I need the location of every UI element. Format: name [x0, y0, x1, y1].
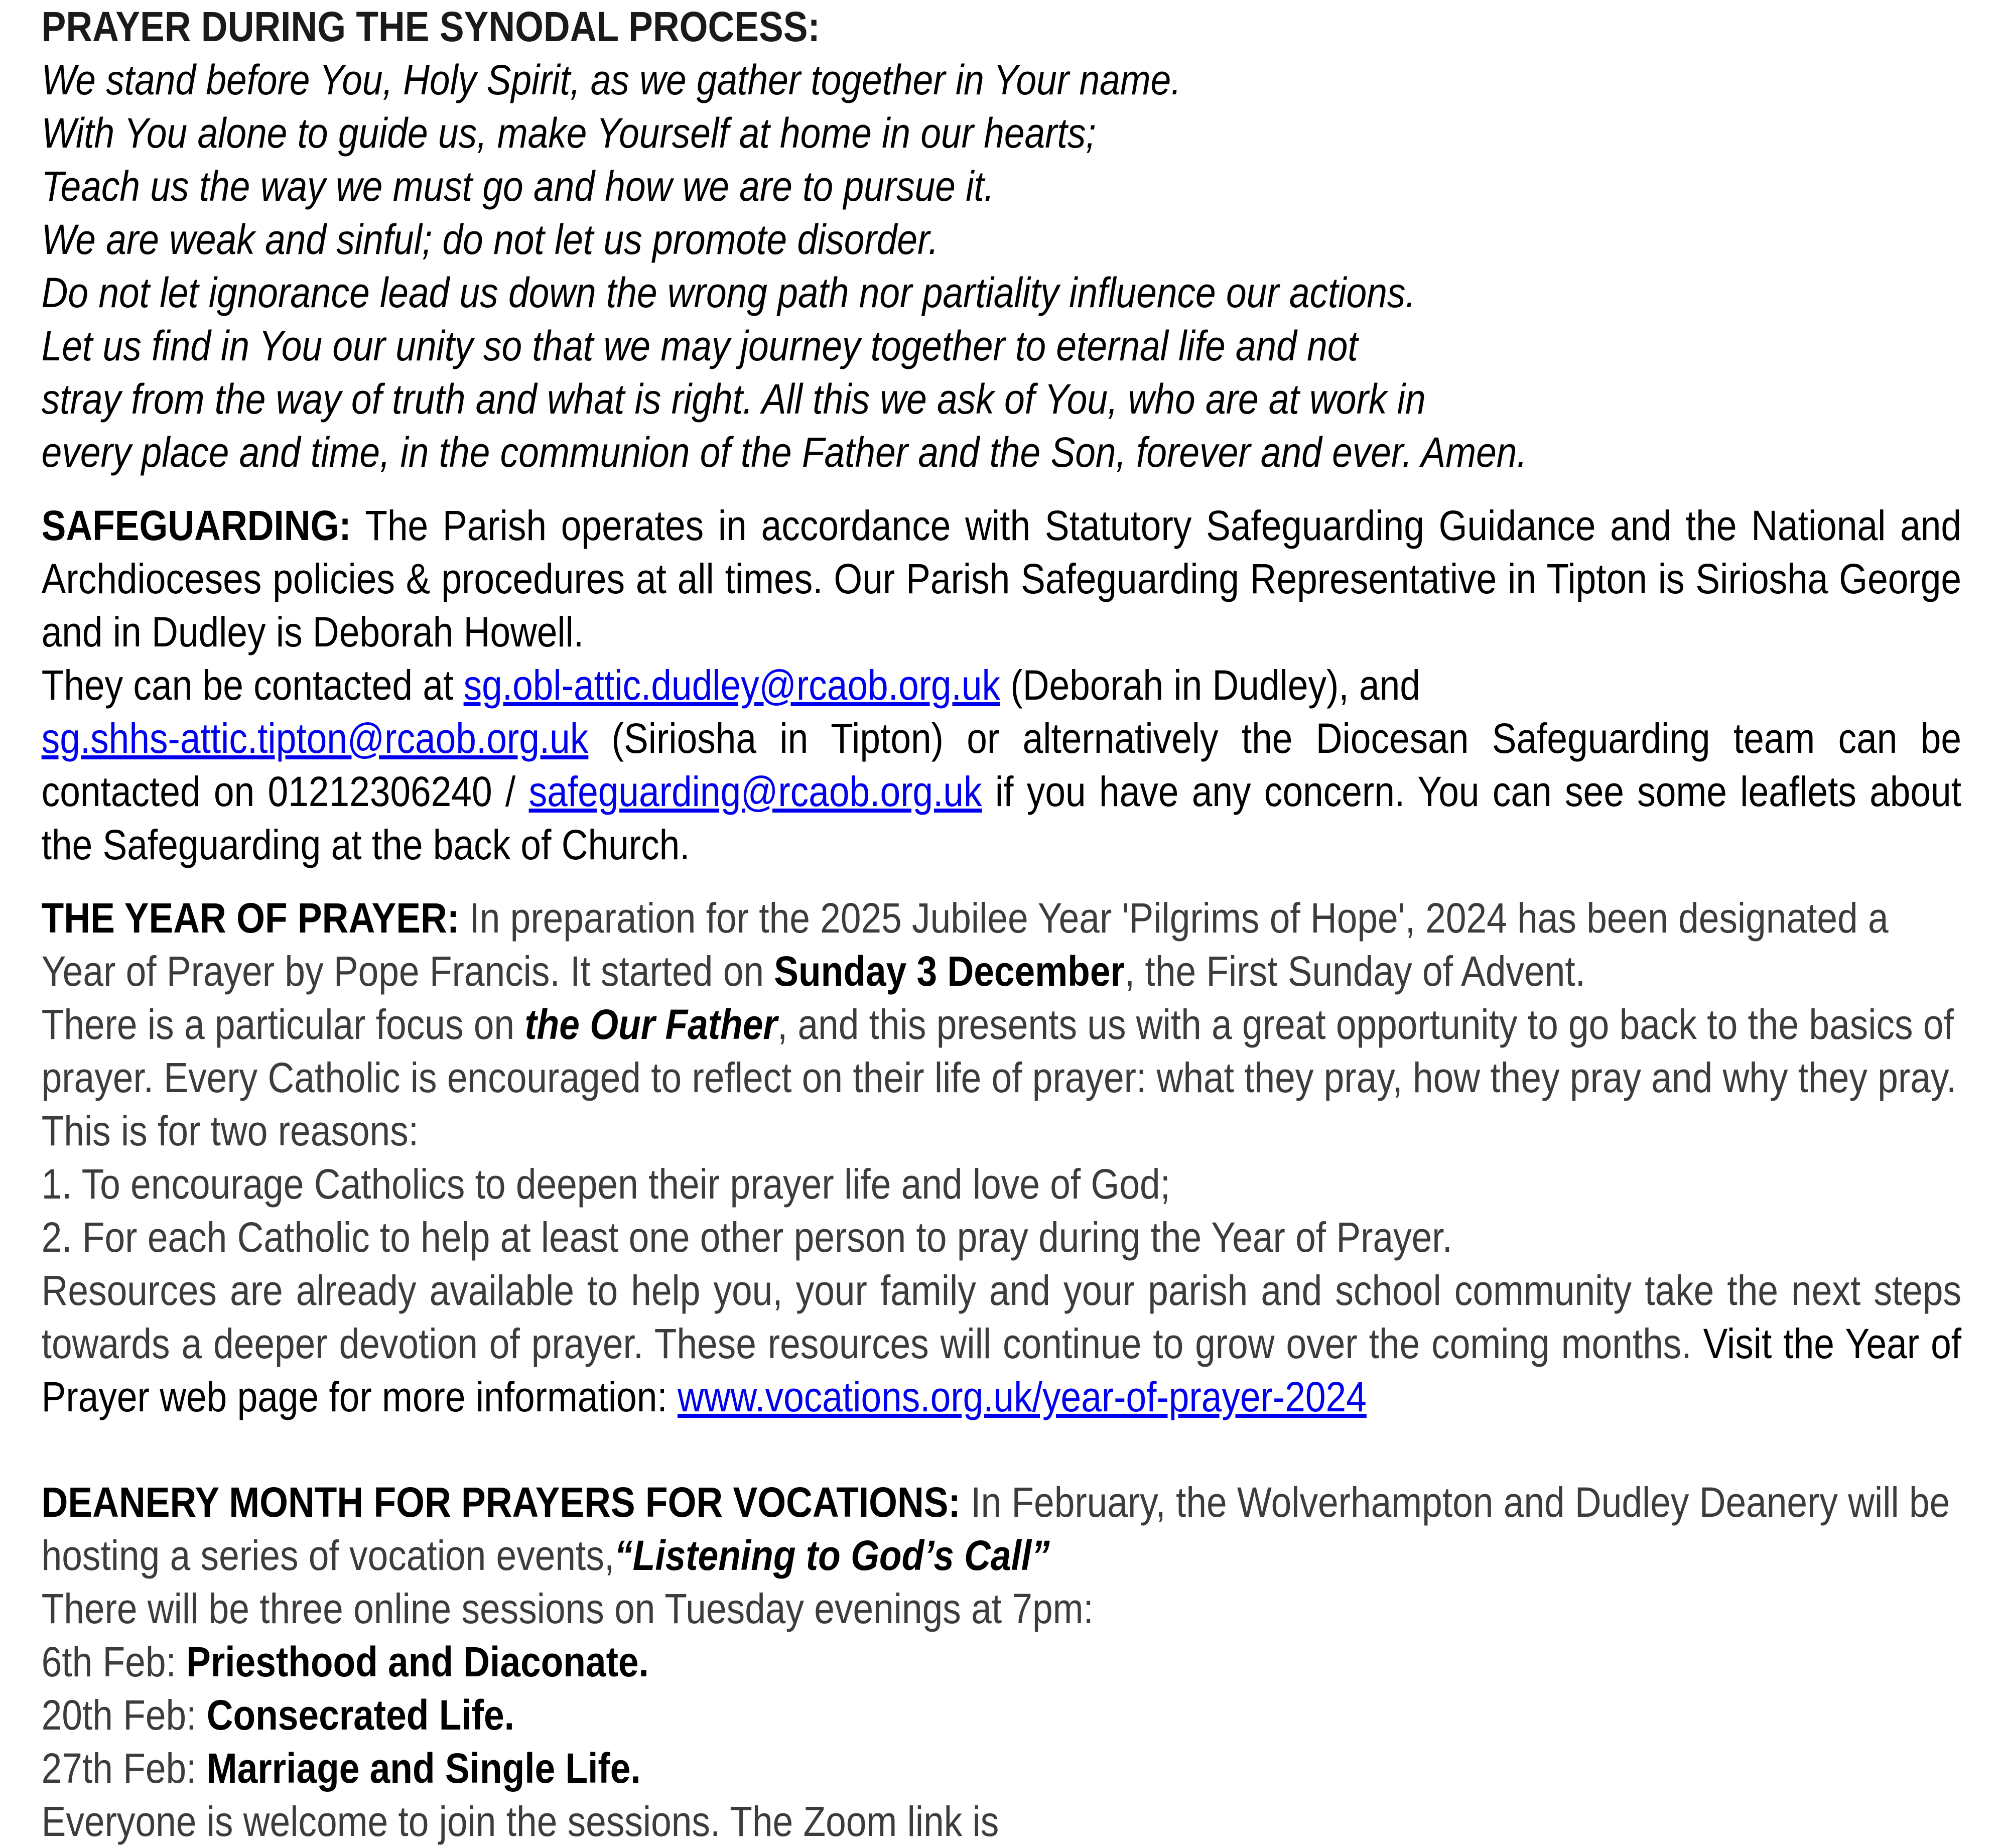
- year-of-prayer-intro-paragraph: [42, 891, 1961, 998]
- session-topic: Consecrated Life.: [206, 1691, 514, 1739]
- session-item: [42, 1635, 1961, 1688]
- dudley-safeguarding-email-link[interactable]: sg.obl-attic.dudley@rcaob.org.uk: [463, 662, 1001, 709]
- synodal-prayer-heading: PRAYER DURING THE SYNODAL PROCESS:: [41, 3, 820, 50]
- prayer-line: Let us find in You our unity so that we may journey together to eternal life and not: [41, 322, 1358, 369]
- safeguarding-intro-paragraph: [42, 499, 1961, 658]
- deanery-intro-paragraph: [42, 1476, 1961, 1582]
- deanery-heading: DEANERY MONTH FOR PRAYERS FOR VOCATIONS:: [41, 1479, 961, 1526]
- safeguarding-intro-text: The Parish operates in accordance with Statutory Safeguarding Guidance and the National and Archdioceses policies & procedures at all times. Our Parish Safeguarding Representative in Tipton is Siriosha George and in Dudley is Deborah Howell.: [41, 502, 1962, 655]
- prayer-line: We are weak and sinful; do not let us promote disorder.: [41, 216, 939, 263]
- year-of-prayer-start-date: Sunday 3 December: [774, 948, 1125, 995]
- prayer-line: With You alone to guide us, make Yourself at home in our hearts;: [41, 109, 1096, 157]
- reason-list-item: 1. To encourage Catholics to deepen their prayer life and love of God;: [41, 1160, 1170, 1208]
- event-title: “Listening to God’s Call”: [614, 1532, 1050, 1579]
- safeguarding-contact-paragraph: [42, 712, 1961, 871]
- resources-text: Resources are already available to help you, your family and your parish and school community take the next steps towards a deeper devotion of prayer. These resources will continue to grow over the coming months.: [41, 1267, 1962, 1367]
- reason-list-item: 2. For each Catholic to help at least one other person to pray during the Year of Prayer.: [41, 1214, 1452, 1261]
- resources-paragraph: [42, 1264, 1961, 1423]
- safeguarding-heading: SAFEGUARDING:: [41, 502, 351, 549]
- year-of-prayer-web-link[interactable]: www.vocations.org.uk/year-of-prayer-2024: [677, 1373, 1367, 1420]
- session-item: [42, 1742, 1961, 1795]
- diocesan-safeguarding-email-link[interactable]: safeguarding@rcaob.org.uk: [528, 768, 982, 815]
- deanery-intro-text: In February, the Wolverhampton and Dudley Deanery will be hosting a series of vocation events,: [41, 1479, 1950, 1579]
- session-topic: Marriage and Single Life.: [206, 1745, 641, 1792]
- tipton-contact-note: (Siriosha in Tipton) or alternatively the Diocesan Safeguarding team can be contacted on 01212306240 /: [41, 715, 1962, 815]
- prayer-line: Teach us the way we must go and how we are to pursue it.: [41, 163, 995, 210]
- dudley-contact-note: (Deborah in Dudley), and: [1000, 662, 1420, 709]
- safeguarding-contact-line: [42, 658, 1961, 712]
- prayer-line: Do not let ignorance lead us down the wrong path nor partiality influence our actions.: [41, 269, 1416, 316]
- session-date: 20th Feb:: [41, 1691, 207, 1739]
- year-of-prayer-start-note: , the First Sunday of Advent.: [1124, 948, 1585, 995]
- tipton-safeguarding-email-link[interactable]: sg.shhs-attic.tipton@rcaob.org.uk: [41, 715, 589, 762]
- visit-text: Visit the Year of Prayer web page for more information:: [41, 1320, 1962, 1420]
- year-of-prayer-section: [42, 891, 1961, 1423]
- sessions-intro: There will be three online sessions on Tuesday evenings at 7pm:: [41, 1585, 1094, 1632]
- our-father-focus-paragraph: [42, 998, 1961, 1157]
- synodal-prayer-section: [42, 0, 1961, 479]
- our-father-term: the Our Father: [524, 1001, 777, 1048]
- safeguarding-section: [42, 499, 1961, 871]
- prayer-line: stray from the way of truth and what is right. All this we ask of You, who are at work in: [41, 375, 1426, 423]
- session-topic: Priesthood and Diaconate.: [186, 1638, 649, 1685]
- deanery-closing-text: Everyone is welcome to join the sessions. The Zoom link is: [41, 1798, 999, 1845]
- session-date: 27th Feb:: [41, 1745, 207, 1792]
- session-date: 6th Feb:: [41, 1638, 187, 1685]
- focus-after-text: , and this presents us with a great opportunity to go back to the basics of prayer. Every Catholic is encouraged to reflect on their life of prayer: what they pray, how they pray and why they pray. This is for two reasons:: [41, 1001, 1957, 1154]
- prayer-line: We stand before You, Holy Spirit, as we gather together in Your name.: [41, 56, 1181, 103]
- prayer-line: every place and time, in the communion of the Father and the Son, forever and ever. Amen.: [41, 429, 1527, 476]
- contact-prefix: They can be contacted at: [41, 662, 464, 709]
- safeguarding-closing-text: if you have any concern. You can see some leaflets about the Safeguarding at the back of Church.: [41, 768, 1962, 868]
- session-item: [42, 1688, 1961, 1742]
- year-of-prayer-heading: THE YEAR OF PRAYER:: [41, 894, 460, 942]
- deanery-vocations-section: [42, 1476, 1961, 1848]
- focus-before-text: There is a particular focus on: [41, 1001, 525, 1048]
- year-of-prayer-intro-text: In preparation for the 2025 Jubilee Year 'Pilgrims of Hope', 2024 has been designated a Year of Prayer by Pope Francis. It started on: [41, 894, 1889, 995]
